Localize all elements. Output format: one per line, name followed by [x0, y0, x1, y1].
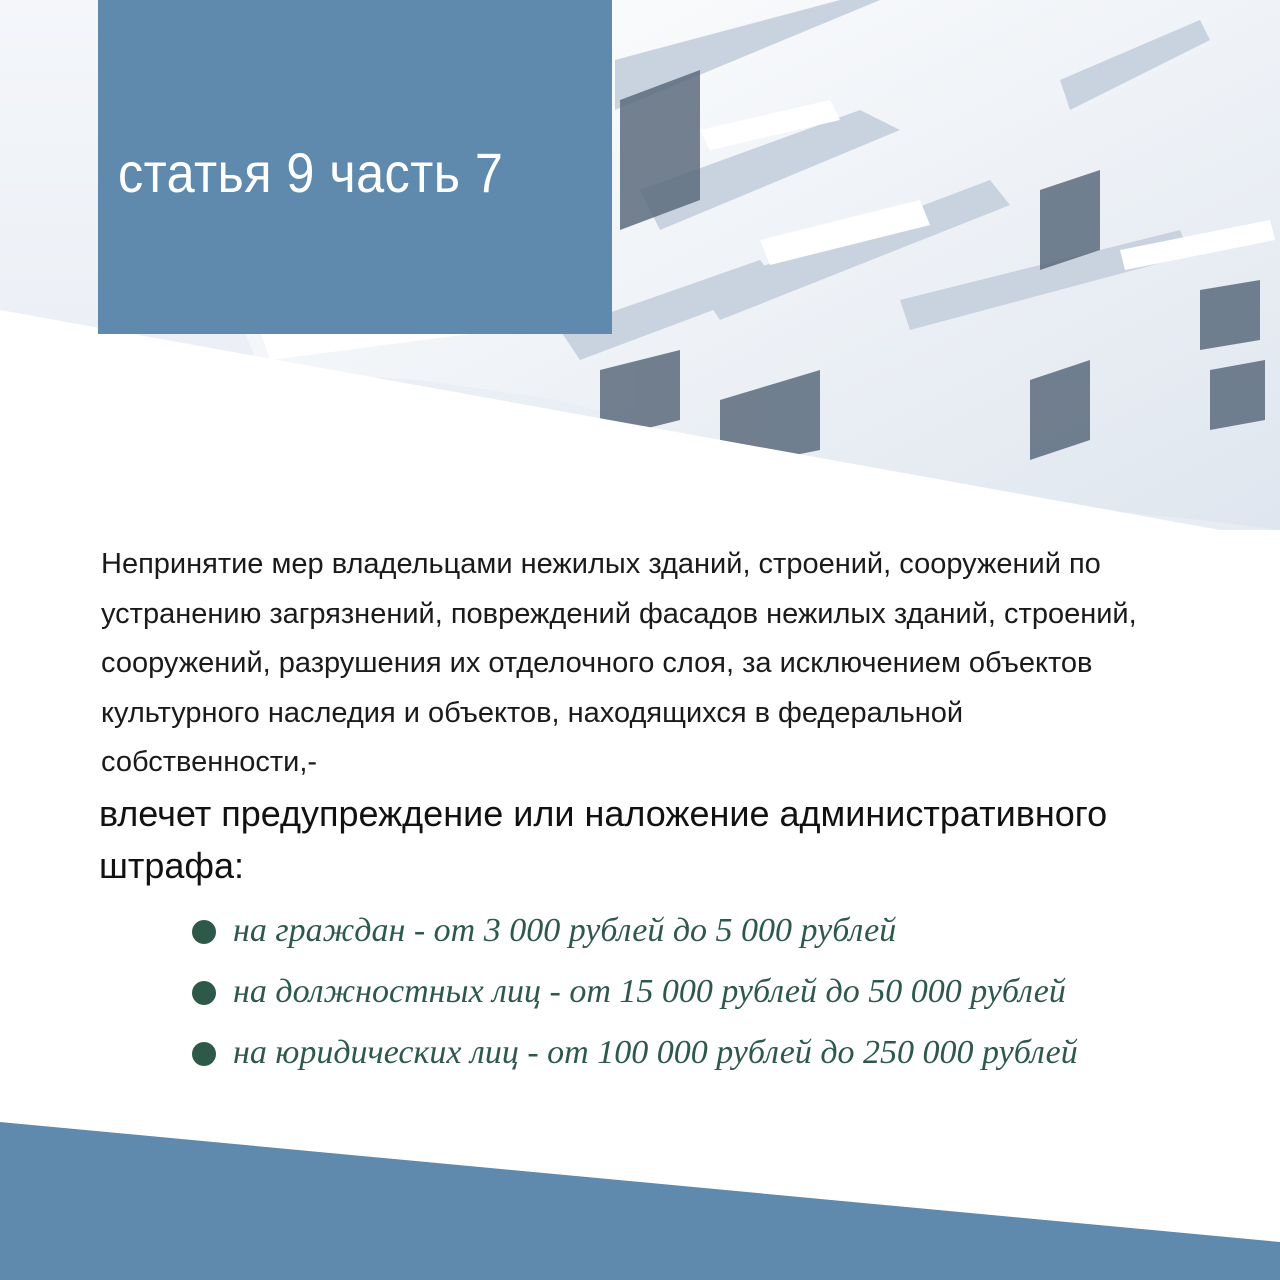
article-text	[101, 540, 1191, 788]
fine-item-citizens	[190, 900, 1078, 961]
article-line: Непринятие мер владельцами нежилых зданий, строений, сооружений по	[101, 548, 1101, 580]
fines-list	[190, 900, 1078, 1083]
bottom-band	[0, 1100, 1280, 1280]
fine-item-legal-entities	[190, 1022, 1078, 1083]
penalty-lead: влечет предупреждение или наложение административного штрафа:	[99, 793, 1108, 886]
bullet-icon	[192, 920, 216, 944]
article-line: собственности,-	[101, 746, 318, 778]
bullet-icon	[192, 981, 216, 1005]
fine-text: на юридических лиц - от 100 000 рублей до 250 000 рублей	[233, 1034, 1078, 1071]
article-line: устранению загрязнений, повреждений фасадов нежилых зданий, строений,	[101, 597, 1137, 630]
article-line: сооружений, разрушения их отделочного слоя, за исключением объектов	[101, 647, 1093, 679]
bullet-icon	[192, 1042, 216, 1066]
fine-text: на граждан - от 3 000 рублей до 5 000 рублей	[233, 912, 897, 949]
fine-text: на должностных лиц - от 15 000 рублей до 50 000 рублей	[233, 973, 1066, 1010]
fine-item-officials	[190, 961, 1078, 1022]
article-line: культурного наследия и объектов, находящихся в федеральной	[101, 696, 964, 729]
page-title: статья 9 часть 7	[118, 141, 504, 204]
